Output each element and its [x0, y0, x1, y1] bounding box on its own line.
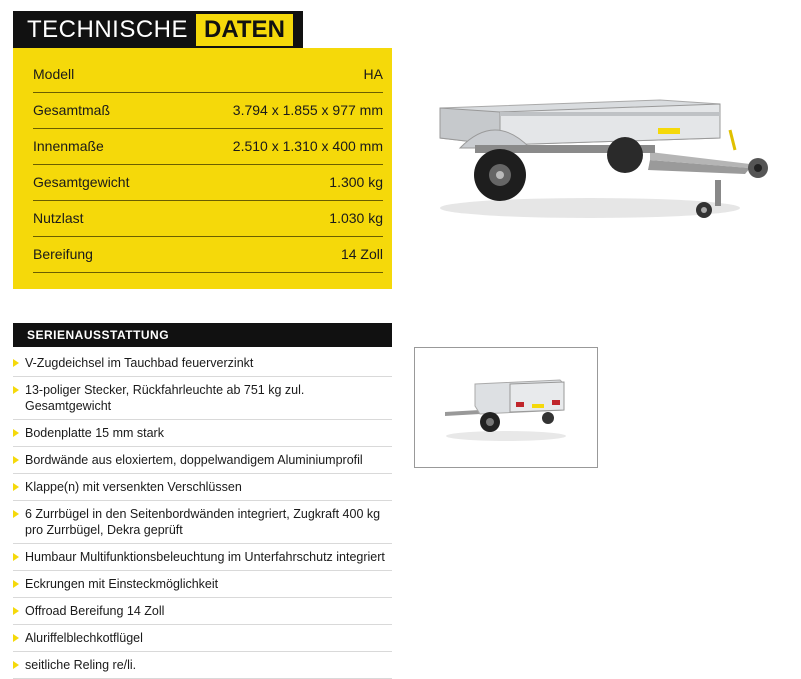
list-item-text: Bodenplatte 15 mm stark	[25, 426, 164, 440]
spec-value: 14 Zoll	[340, 246, 383, 262]
spec-value: 2.510 x 1.310 x 400 mm	[232, 138, 383, 154]
list-item	[13, 447, 392, 474]
list-item	[13, 474, 392, 501]
list-item	[13, 625, 392, 652]
list-item-text: Humbaur Multifunktionsbeleuchtung im Unterfahrschutz integriert	[25, 550, 385, 564]
spec-row-payload	[33, 200, 383, 237]
list-item	[13, 544, 392, 571]
spec-label: Bereifung	[33, 246, 93, 262]
list-item-text: Eckrungen mit Einsteckmöglichkeit	[25, 577, 219, 591]
spec-label: Gesamtmaß	[33, 102, 111, 118]
list-item-text: 13-poliger Stecker, Rückfahrleuchte ab 751 kg zul. Gesamtgewicht	[25, 383, 305, 413]
spec-label: Nutzlast	[33, 210, 84, 226]
trailer-rear-image	[440, 376, 572, 442]
triangle-bullet-icon	[13, 553, 19, 561]
list-item	[13, 377, 392, 420]
triangle-bullet-icon	[13, 359, 19, 367]
header-title-part2: DATEN	[196, 14, 293, 46]
list-item	[13, 350, 392, 377]
list-item-text: Aluriffelblechkotflügel	[25, 631, 143, 645]
trailer-thumbnail[interactable]	[414, 347, 598, 468]
spec-label: Modell	[33, 66, 75, 82]
spec-label: Innenmaße	[33, 138, 104, 154]
trailer-main-image	[420, 90, 780, 230]
tech-data-header	[13, 11, 303, 48]
spec-label: Gesamtgewicht	[33, 174, 130, 190]
spec-panel	[13, 48, 392, 289]
spec-row-total-weight	[33, 164, 383, 201]
triangle-bullet-icon	[13, 661, 19, 669]
triangle-bullet-icon	[13, 483, 19, 491]
triangle-bullet-icon	[13, 386, 19, 394]
list-item	[13, 420, 392, 447]
list-item-text: Klappe(n) mit versenkten Verschlüssen	[25, 480, 242, 494]
list-item	[13, 571, 392, 598]
spec-row-tyres	[33, 236, 383, 273]
list-item	[13, 598, 392, 625]
triangle-bullet-icon	[13, 634, 19, 642]
triangle-bullet-icon	[13, 607, 19, 615]
list-item-text: V-Zugdeichsel im Tauchbad feuerverzinkt	[25, 356, 254, 370]
spec-value: 1.030 kg	[329, 210, 383, 226]
spec-row-model	[33, 56, 383, 93]
list-item	[13, 501, 392, 544]
triangle-bullet-icon	[13, 429, 19, 437]
spec-row-inner-dimensions	[33, 128, 383, 165]
series-equipment-list	[13, 350, 392, 679]
spec-value: 3.794 x 1.855 x 977 mm	[232, 102, 383, 118]
list-item-text: seitliche Reling re/li.	[25, 658, 137, 672]
list-item-text: Offroad Bereifung 14 Zoll	[25, 604, 165, 618]
series-equipment-header: SERIENAUSSTATTUNG	[13, 323, 392, 347]
list-item-text: Bordwände aus eloxiertem, doppelwandigem Aluminiumprofil	[25, 453, 363, 467]
header-title-part1: TECHNISCHE	[27, 15, 189, 43]
triangle-bullet-icon	[13, 580, 19, 588]
triangle-bullet-icon	[13, 456, 19, 464]
list-item-text: 6 Zurrbügel in den Seitenbordwänden integriert, Zugkraft 400 kg pro Zurrbügel, Dekra geprüft	[25, 507, 381, 537]
spec-value: 1.300 kg	[329, 174, 383, 190]
triangle-bullet-icon	[13, 510, 19, 518]
spec-row-overall-dimensions	[33, 92, 383, 129]
spec-value: HA	[363, 66, 383, 82]
